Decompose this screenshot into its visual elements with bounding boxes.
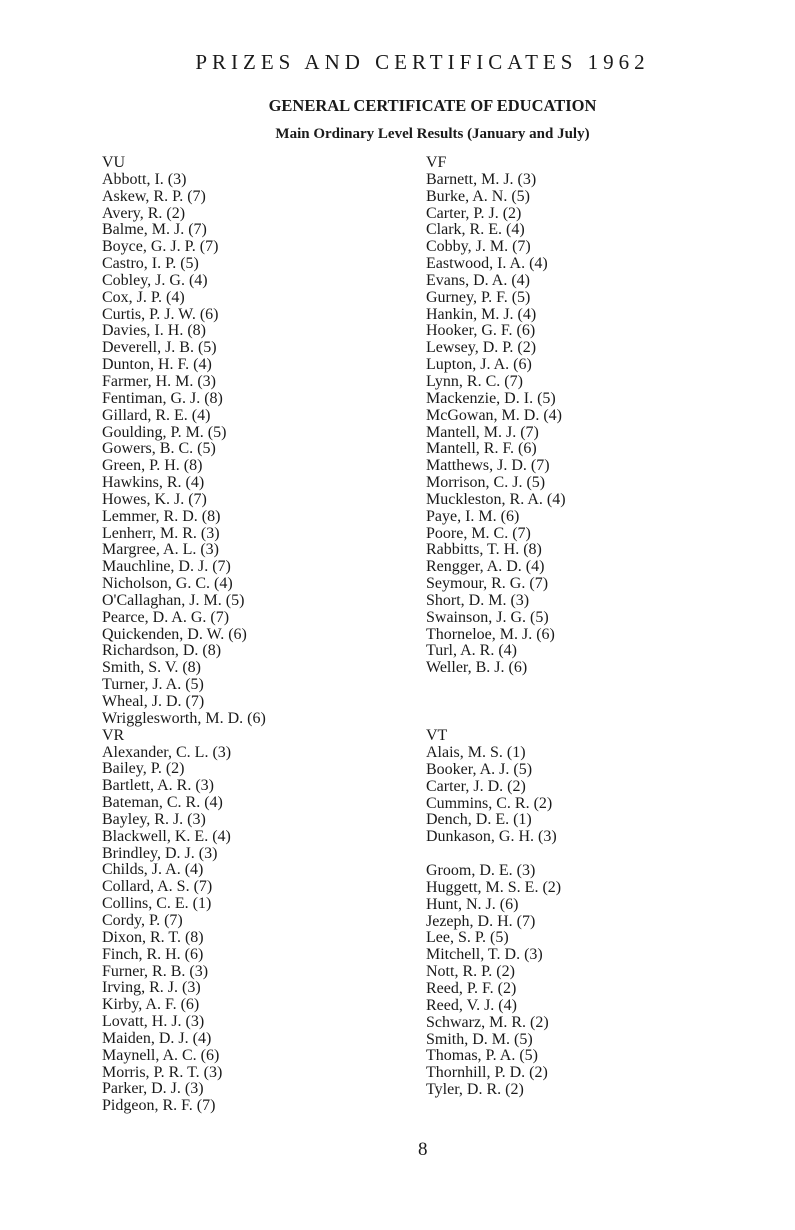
list-item: Thorneloe, M. J. (6): [426, 625, 555, 643]
list-item: Collins, C. E. (1): [102, 895, 212, 913]
form-heading-vr: VR: [102, 726, 125, 744]
list-item: Nott, R. P. (2): [426, 963, 515, 981]
form-list-vt-continued: [426, 863, 766, 1099]
list-item: Bateman, C. R. (4): [102, 794, 223, 812]
list-item: Dunkason, G. H. (3): [426, 828, 557, 846]
form-heading-vt: VT: [426, 727, 448, 745]
list-item: Gillard, R. E. (4): [102, 406, 211, 424]
list-item: Pidgeon, R. F. (7): [102, 1097, 216, 1115]
list-item: Irving, R. J. (3): [102, 979, 201, 997]
list-item: Mitchell, T. D. (3): [426, 946, 543, 964]
list-item: Carter, P. J. (2): [426, 204, 522, 222]
list-item: Margree, A. L. (3): [102, 541, 219, 559]
list-item: Smith, S. V. (8): [102, 659, 201, 677]
list-item: Cobby, J. M. (7): [426, 238, 531, 256]
list-item: Rabbitts, T. H. (8): [426, 541, 542, 559]
list-item: Reed, P. F. (2): [426, 979, 517, 997]
list-item: Howes, K. J. (7): [102, 490, 207, 508]
list-item: Eastwood, I. A. (4): [426, 255, 548, 273]
list-item: Maiden, D. J. (4): [102, 1029, 212, 1047]
list-item: Short, D. M. (3): [426, 591, 530, 609]
list-item: Davies, I. H. (8): [102, 322, 206, 340]
list-item: Abbott, I. (3): [102, 170, 187, 188]
list-item: Jezeph, D. H. (7): [426, 912, 536, 930]
list-item: Poore, M. C. (7): [426, 524, 531, 542]
list-item: Collard, A. S. (7): [102, 878, 213, 896]
list-item: Seymour, R. G. (7): [426, 575, 549, 593]
form-heading-vf: VF: [426, 154, 447, 171]
list-item: Wheal, J. D. (7): [102, 693, 205, 710]
list-item: Alais, M. S. (1): [426, 744, 526, 761]
list-item: Furner, R. B. (3): [102, 962, 209, 980]
list-item: Fentiman, G. J. (8): [102, 389, 223, 407]
list-item: Evans, D. A. (4): [426, 271, 530, 289]
list-item: Avery, R. (2): [102, 204, 186, 222]
list-item: Tyler, D. R. (2): [426, 1081, 524, 1099]
list-item: Bailey, P. (2): [102, 760, 185, 778]
list-item: Finch, R. H. (6): [102, 945, 204, 963]
list-item: Maynell, A. C. (6): [102, 1046, 220, 1064]
list-item: Groom, D. E. (3): [426, 862, 536, 880]
list-item: Morrison, C. J. (5): [426, 474, 546, 492]
list-item: Burke, A. N. (5): [426, 187, 530, 205]
list-item: Blackwell, K. E. (4): [102, 827, 231, 845]
list-item: Muckleston, R. A. (4): [426, 490, 566, 508]
list-item: Wrigglesworth, M. D. (6): [102, 709, 266, 727]
list-item: Mantell, R. F. (6): [426, 440, 537, 458]
list-item: Cordy, P. (7): [102, 911, 183, 929]
list-item: Schwarz, M. R. (2): [426, 1013, 549, 1031]
list-item: Paye, I. M. (6): [426, 507, 520, 525]
list-item: Dixon, R. T. (8): [102, 928, 204, 946]
list-item: Gurney, P. F. (5): [426, 288, 531, 306]
list-item: Matthews, J. D. (7): [426, 457, 550, 475]
page-title: GENERAL CERTIFICATE OF EDUCATION: [268, 96, 597, 115]
list-item: Pearce, D. A. G. (7): [102, 608, 230, 626]
list-item: Bayley, R. J. (3): [102, 810, 206, 828]
list-item: Farmer, H. M. (3): [102, 372, 216, 390]
list-item: Nicholson, G. C. (4): [102, 575, 233, 593]
list-item: Lupton, J. A. (6): [426, 356, 532, 374]
list-item: Smith, D. M. (5): [426, 1030, 533, 1048]
list-item: Balme, M. J. (7): [102, 221, 207, 239]
page-subtitle: Main Ordinary Level Results (January and July): [275, 126, 590, 142]
form-list-vf: [426, 172, 766, 677]
list-item: Askew, R. P. (7): [102, 187, 206, 205]
form-list-vu: [102, 172, 402, 728]
running-head: PRIZES AND CERTIFICATES 1962: [195, 50, 650, 74]
form-list-vr: [102, 745, 402, 1116]
list-item: Huggett, M. S. E. (2): [426, 878, 562, 896]
list-item: Mauchline, D. J. (7): [102, 558, 231, 576]
list-item: Barnett, M. J. (3): [426, 170, 537, 188]
list-item: Swainson, J. G. (5): [426, 608, 549, 626]
list-item: Quickenden, D. W. (6): [102, 625, 247, 643]
list-item: Lemmer, R. D. (8): [102, 507, 221, 525]
list-item: Cummins, C. R. (2): [426, 794, 553, 812]
list-item: Weller, B. J. (6): [426, 659, 528, 677]
list-item: Turl, A. R. (4): [426, 642, 517, 660]
list-item: Turner, J. A. (5): [102, 676, 204, 694]
list-item: Deverell, J. B. (5): [102, 339, 217, 357]
list-item: Mackenzie, D. I. (5): [426, 389, 556, 407]
left-column: [102, 155, 402, 1115]
list-item: Hooker, G. F. (6): [426, 322, 536, 340]
list-item: Gowers, B. C. (5): [102, 440, 216, 458]
list-item: Lee, S. P. (5): [426, 929, 509, 947]
list-item: Childs, J. A. (4): [102, 861, 204, 879]
list-item: Dench, D. E. (1): [426, 811, 532, 829]
list-item: Hunt, N. J. (6): [426, 895, 519, 913]
list-item: Lynn, R. C. (7): [426, 372, 523, 390]
list-item: Cox, J. P. (4): [102, 288, 185, 306]
list-item: Rengger, A. D. (4): [426, 558, 545, 576]
list-item: Lewsey, D. P. (2): [426, 339, 537, 357]
list-item: Booker, A. J. (5): [426, 760, 533, 778]
page-number: 8: [418, 1139, 428, 1160]
list-item: Curtis, P. J. W. (6): [102, 305, 219, 323]
list-item: Boyce, G. J. P. (7): [102, 238, 219, 256]
list-item: Carter, J. D. (2): [426, 777, 526, 795]
list-item: Green, P. H. (8): [102, 457, 203, 475]
list-item: Alexander, C. L. (3): [102, 743, 232, 761]
form-list-vt: [426, 745, 766, 846]
list-item: Thornhill, P. D. (2): [426, 1064, 548, 1082]
list-item: McGowan, M. D. (4): [426, 406, 562, 424]
list-item: Dunton, H. F. (4): [102, 356, 212, 374]
list-item: Castro, I. P. (5): [102, 255, 199, 273]
list-item: Kirby, A. F. (6): [102, 996, 200, 1014]
list-item: Bartlett, A. R. (3): [102, 777, 214, 795]
list-item: Mantell, M. J. (7): [426, 423, 539, 441]
list-item: Cobley, J. G. (4): [102, 271, 208, 289]
right-column: [426, 155, 766, 1099]
list-item: Lenherr, M. R. (3): [102, 524, 220, 542]
form-heading-vu: VU: [102, 154, 126, 171]
list-item: Parker, D. J. (3): [102, 1080, 204, 1098]
list-item: Brindley, D. J. (3): [102, 844, 218, 862]
list-item: Reed, V. J. (4): [426, 996, 517, 1014]
list-item: Hankin, M. J. (4): [426, 305, 537, 323]
list-item: Goulding, P. M. (5): [102, 423, 227, 441]
list-item: Thomas, P. A. (5): [426, 1047, 538, 1065]
list-item: Richardson, D. (8): [102, 642, 222, 660]
list-item: Hawkins, R. (4): [102, 474, 205, 492]
list-item: Lovatt, H. J. (3): [102, 1013, 205, 1031]
list-item: Clark, R. E. (4): [426, 221, 525, 239]
list-item: O'Callaghan, J. M. (5): [102, 591, 245, 609]
list-item: Morris, P. R. T. (3): [102, 1063, 223, 1081]
